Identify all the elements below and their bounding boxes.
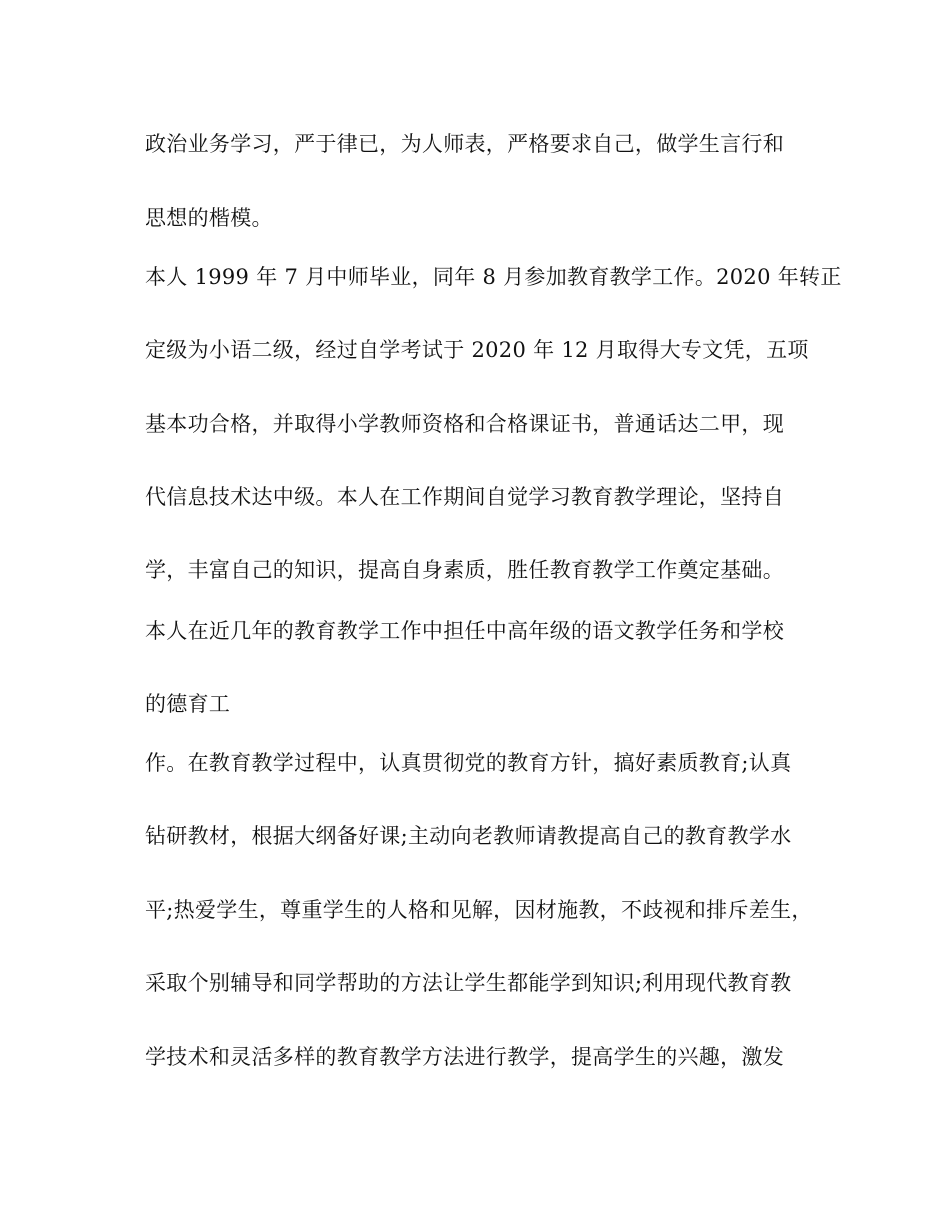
text-line-11: 钻研教材，根据大纲备好课;主动向老教师请教提高自己的教育教学水 — [145, 824, 792, 848]
text-line-6: 代信息技术达中级。本人在工作期间自觉学习教育教学理论，坚持自 — [145, 485, 784, 509]
text-line-5: 基本功合格，并取得小学教师资格和合格课证书，普通话达二甲，现 — [145, 412, 784, 436]
text-line-9: 的德育工 — [145, 692, 231, 716]
text-line-4: 定级为小语二级，经过自学考试于 2020 年 12 月取得大专文凭，五项 — [145, 338, 809, 362]
text-line-2: 思想的楷模。 — [145, 206, 273, 230]
text-line-12: 平;热爱学生，尊重学生的人格和见解，因材施教，不歧视和排斥差生， — [145, 898, 813, 922]
text-line-10: 作。在教育教学过程中，认真贯彻党的教育方针，搞好素质教育;认真 — [145, 751, 792, 775]
text-line-14: 学技术和灵活多样的教育教学方法进行教学，提高学生的兴趣，激发 — [145, 1045, 784, 1069]
text-line-3: 本人 1999 年 7 月中师毕业，同年 8 月参加教育教学工作。2020 年转正 — [145, 265, 842, 289]
text-line-13: 采取个别辅导和同学帮助的方法让学生都能学到知识;利用现代教育教 — [145, 971, 792, 995]
text-line-8: 本人在近几年的教育教学工作中担任中高年级的语文教学任务和学校 — [145, 619, 784, 643]
text-line-1: 政治业务学习，严于律已，为人师表，严格要求自己，做学生言行和 — [145, 132, 784, 156]
text-line-7: 学，丰富自己的知识，提高自身素质，胜任教育教学工作奠定基础。 — [145, 558, 784, 582]
